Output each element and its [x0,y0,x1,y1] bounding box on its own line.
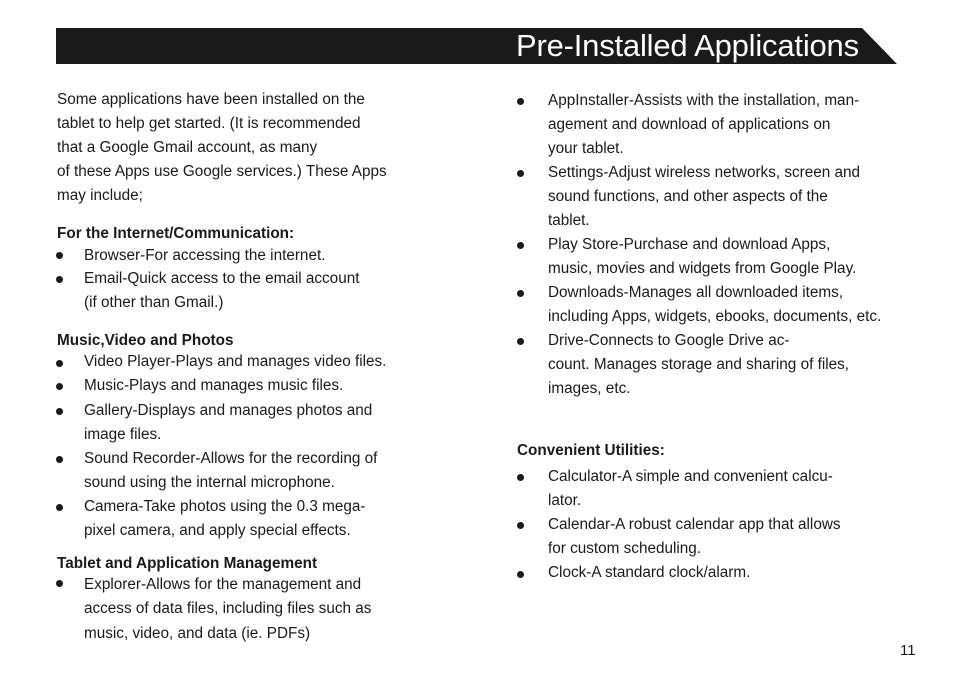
bullet-icon [517,170,524,177]
list-item-continued: music, movies and widgets from Google Play. [548,260,857,277]
list-item-continued: including Apps, widgets, ebooks, documents, etc. [548,308,882,325]
page-title: Pre-Installed Applications [516,28,859,63]
list-item-continued: sound using the internal microphone. [84,474,335,491]
list-item-continued: tablet. [548,212,590,229]
bullet-icon [56,408,63,415]
list-item: Sound Recorder-Allows for the recording of [84,450,378,467]
section-heading-management: Tablet and Application Management [57,555,318,572]
list-item-continued: music, video, and data (ie. PDFs) [84,625,311,642]
list-item-continued: access of data files, including files such as [84,600,372,617]
intro-line: of these Apps use Google services.) These Apps [57,163,387,180]
section-heading-media: Music,Video and Photos [57,332,234,349]
list-item: Explorer-Allows for the management and [84,576,362,593]
list-item: Calendar-A robust calendar app that allows [548,516,841,533]
bullet-icon [517,571,524,578]
bullet-icon [517,522,524,529]
list-item: Music-Plays and manages music files. [84,377,344,394]
bullet-icon [56,580,63,587]
bullet-icon [56,383,63,390]
list-item: Drive-Connects to Google Drive ac- [548,332,790,349]
page-number: 11 [900,642,916,659]
list-item: Downloads-Manages all downloaded items, [548,284,844,301]
list-item: Video Player-Plays and manages video files. [84,353,387,370]
intro-line: Some applications have been installed on the [57,91,365,108]
section-heading-internet: For the Internet/Communication: [57,225,295,242]
list-item-continued: your tablet. [548,140,624,157]
list-item: Email-Quick access to the email account [84,270,360,287]
bullet-icon [56,276,63,283]
intro-line: tablet to help get started. (It is recommended [57,115,361,132]
list-item-continued: pixel camera, and apply special effects. [84,522,351,539]
list-item: Gallery-Displays and manages photos and [84,402,373,419]
list-item: Clock-A standard clock/alarm. [548,564,751,581]
list-item: AppInstaller-Assists with the installation, man- [548,92,860,109]
list-item-continued: images, etc. [548,380,631,397]
bullet-icon [56,252,63,259]
list-item: Camera-Take photos using the 0.3 mega- [84,498,366,515]
bullet-icon [56,456,63,463]
bullet-icon [517,242,524,249]
list-item-continued: (if other than Gmail.) [84,294,224,311]
list-item-continued: count. Manages storage and sharing of files, [548,356,850,373]
list-item-continued: lator. [548,492,582,509]
list-item-continued: for custom scheduling. [548,540,702,557]
bullet-icon [517,290,524,297]
intro-line: that a Google Gmail account, as many [57,139,318,156]
bullet-icon [517,474,524,481]
list-item: Browser-For accessing the internet. [84,247,326,264]
section-heading-utilities: Convenient Utilities: [517,442,665,459]
bullet-icon [517,338,524,345]
list-item-continued: image files. [84,426,162,443]
list-item: Settings-Adjust wireless networks, screen and [548,164,861,181]
bullet-icon [56,360,63,367]
bullet-icon [56,504,63,511]
list-item-continued: agement and download of applications on [548,116,831,133]
list-item: Calculator-A simple and convenient calcu- [548,468,833,485]
bullet-icon [517,98,524,105]
list-item-continued: sound functions, and other aspects of the [548,188,828,205]
intro-line: may include; [57,187,143,204]
list-item: Play Store-Purchase and download Apps, [548,236,831,253]
